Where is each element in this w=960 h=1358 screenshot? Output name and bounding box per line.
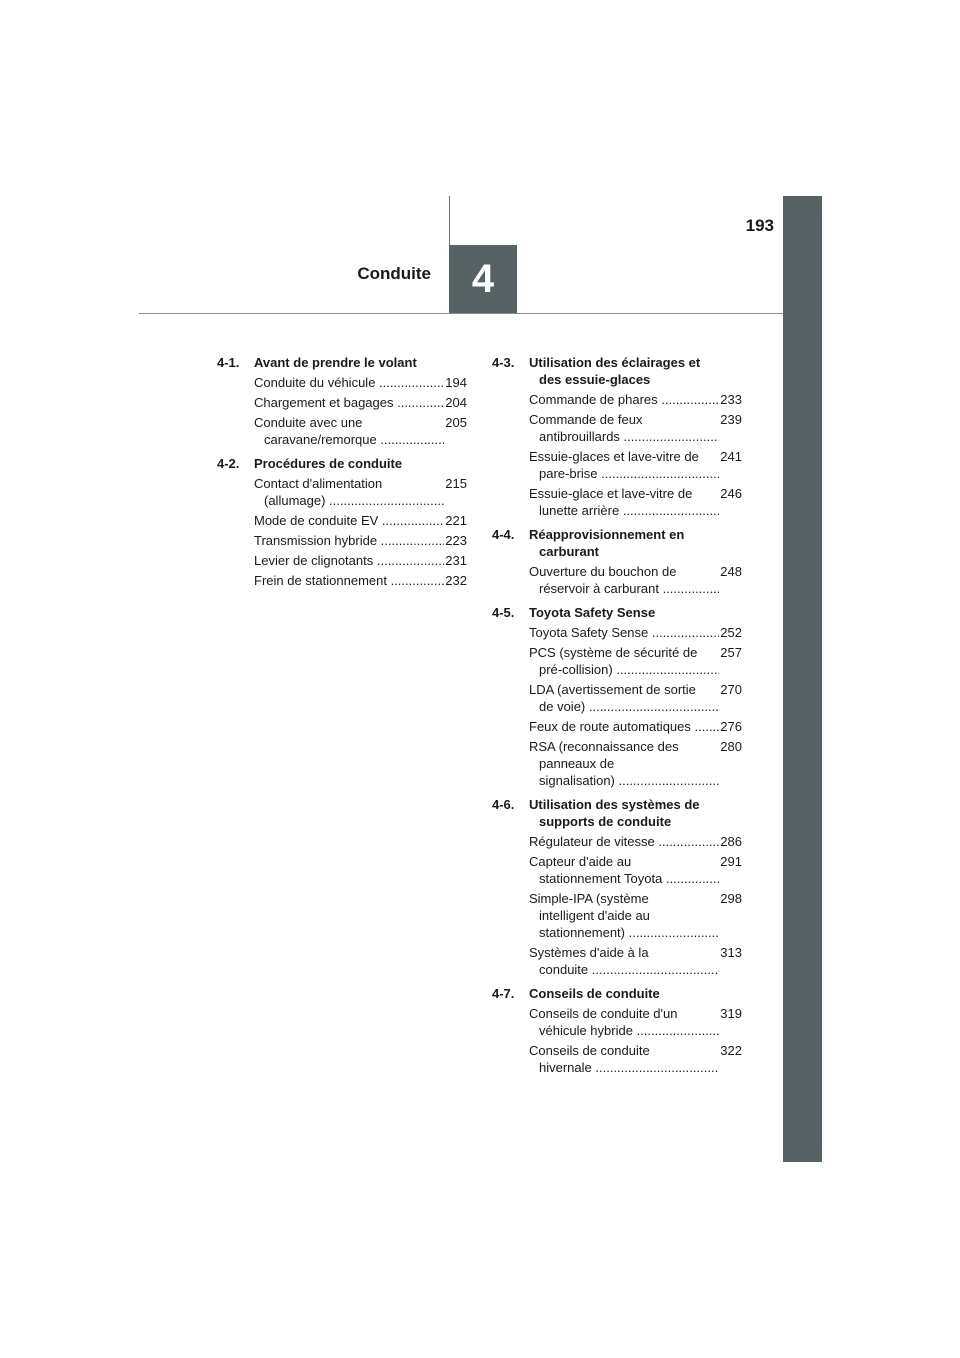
entry-title-line: Capteur d'aide au [529, 854, 632, 869]
entry-page-number[interactable]: 270 [720, 682, 742, 697]
toc-entry[interactable] [529, 411, 742, 445]
section-title-line: Utilisation des systèmes de [529, 797, 700, 812]
entry-title-line: Régulateur de vitesse ..... [539, 833, 719, 850]
toc-entry[interactable] [529, 833, 742, 850]
entry-title-line: hivernale ..... [539, 1059, 719, 1076]
entry-page-number[interactable]: 223 [445, 533, 467, 548]
entry-page-number[interactable]: 205 [445, 415, 467, 430]
entry-title-line: pare-brise ..... [539, 465, 719, 482]
chapter-title: Conduite [357, 264, 431, 283]
entry-title[interactable] [254, 532, 444, 549]
toc-entry[interactable] [529, 944, 742, 978]
entry-page-number[interactable]: 322 [720, 1043, 742, 1058]
section-title-line: des essuie-glaces [539, 372, 651, 387]
entry-page-number[interactable]: 280 [720, 739, 742, 754]
entry-title[interactable] [529, 853, 719, 887]
page-number: 193 [745, 216, 774, 235]
toc-entry[interactable] [529, 738, 742, 789]
entry-page-number[interactable]: 291 [720, 854, 742, 869]
toc-entry[interactable] [529, 391, 742, 408]
entry-title-line: panneaux de [539, 756, 615, 771]
entry-title-line: Frein de stationnement ..... [264, 572, 444, 589]
section-number: 4-6. [492, 797, 515, 812]
entry-title-line: intelligent d'aide au [539, 908, 650, 923]
toc-section [492, 354, 742, 519]
entry-page-number[interactable]: 252 [720, 625, 742, 640]
entry-title-line: Conseils de conduite d'un [529, 1006, 678, 1021]
entry-title[interactable] [254, 475, 444, 509]
toc-entry[interactable] [254, 512, 467, 529]
entry-title[interactable] [254, 414, 444, 448]
entry-title-line: Simple-IPA (système [529, 891, 649, 906]
entry-title-line: Essuie-glace et lave-vitre de [529, 486, 693, 501]
toc-entry[interactable] [529, 681, 742, 715]
entry-title[interactable] [529, 738, 719, 789]
entry-title-line: stationnement Toyota ..... [539, 870, 719, 887]
entry-title-line: lunette arrière ..... [539, 502, 719, 519]
entry-title[interactable] [529, 1042, 719, 1076]
toc-entry[interactable] [254, 394, 467, 411]
toc-entry[interactable] [529, 644, 742, 678]
section-title [529, 526, 742, 560]
toc-column-right [492, 354, 742, 1083]
entry-page-number[interactable]: 239 [720, 412, 742, 427]
section-heading [492, 526, 742, 560]
entry-title-line: de voie) ..... [539, 698, 719, 715]
toc-entry[interactable] [254, 552, 467, 569]
entry-title[interactable] [254, 512, 444, 529]
entry-title-line: Transmission hybride ..... [264, 532, 444, 549]
toc-entry[interactable] [254, 572, 467, 589]
section-number: 4-5. [492, 605, 515, 620]
section-title [254, 455, 467, 472]
toc-entry[interactable] [254, 414, 467, 448]
entry-title-line: Levier de clignotants ..... [264, 552, 444, 569]
entry-title[interactable] [529, 890, 719, 941]
entry-title-line: Systèmes d'aide à la [529, 945, 649, 960]
entry-page-number[interactable]: 276 [720, 719, 742, 734]
section-title-line: Conseils de conduite [529, 986, 660, 1001]
entry-title[interactable] [254, 572, 444, 589]
section-title [529, 985, 742, 1002]
section-title-line: Procédures de conduite [254, 456, 403, 471]
section-number: 4-7. [492, 986, 515, 1001]
toc-entry[interactable] [529, 563, 742, 597]
entry-title-line: Conduite du véhicule ..... [264, 374, 444, 391]
entry-title[interactable] [254, 374, 444, 391]
entry-title[interactable] [529, 485, 719, 519]
toc-section [492, 604, 742, 789]
entry-title[interactable] [529, 718, 719, 735]
section-heading [492, 796, 742, 830]
section-number: 4-2. [217, 456, 240, 471]
section-number: 4-4. [492, 527, 515, 542]
chapter-number-tab [449, 245, 517, 313]
entry-title-line: Chargement et bagages ..... [264, 394, 444, 411]
entry-page-number[interactable]: 286 [720, 834, 742, 849]
entry-title-line: Ouverture du bouchon de [529, 564, 677, 579]
entry-title[interactable] [529, 448, 719, 482]
entry-title-line: Mode de conduite EV ..... [264, 512, 444, 529]
toc-entry[interactable] [254, 532, 467, 549]
entry-page-number[interactable]: 319 [720, 1006, 742, 1021]
toc-entry[interactable] [254, 374, 467, 391]
section-title-line: Avant de prendre le volant [254, 355, 417, 370]
entry-title[interactable] [529, 644, 719, 678]
section-title-line: Toyota Safety Sense [529, 605, 656, 620]
entry-page-number[interactable]: 215 [445, 476, 467, 491]
section-heading [217, 455, 467, 472]
toc-entry[interactable] [529, 1042, 742, 1076]
entry-page-number[interactable]: 204 [445, 395, 467, 410]
entry-title[interactable] [529, 944, 719, 978]
entry-page-number[interactable]: 194 [445, 375, 467, 390]
entry-page-number[interactable]: 246 [720, 486, 742, 501]
entry-page-number[interactable]: 233 [720, 392, 742, 407]
entry-title[interactable] [529, 1005, 719, 1039]
entry-title[interactable] [529, 391, 719, 408]
entry-title-line: Essuie-glaces et lave-vitre de [529, 449, 699, 464]
chapter-side-bar [783, 196, 822, 1162]
header-divider-vertical [449, 196, 450, 245]
toc-entry[interactable] [529, 448, 742, 482]
section-number: 4-3. [492, 355, 515, 370]
section-heading [492, 354, 742, 388]
entry-title-line: Conseils de conduite [529, 1043, 650, 1058]
section-title-line: supports de conduite [539, 814, 672, 829]
entry-title-line: véhicule hybride ..... [539, 1022, 719, 1039]
entry-title-line: Contact d'alimentation [254, 476, 383, 491]
entry-title[interactable] [529, 681, 719, 715]
entry-title[interactable] [254, 552, 444, 569]
entry-page-number[interactable]: 313 [720, 945, 742, 960]
toc-section [217, 455, 467, 589]
entry-title-line: réservoir à carburant ..... [539, 580, 719, 597]
section-title [254, 354, 467, 371]
section-title-line: carburant [539, 544, 599, 559]
entry-page-number[interactable]: 248 [720, 564, 742, 579]
entry-title-line: Commande de feux [529, 412, 643, 427]
toc-section [492, 796, 742, 978]
entry-title-line: signalisation) ..... [539, 772, 719, 789]
header-divider-horizontal [139, 313, 783, 314]
toc-section [217, 354, 467, 448]
section-title [529, 354, 742, 388]
section-title [529, 604, 742, 621]
entry-title[interactable] [529, 411, 719, 445]
entry-title-line: PCS (système de sécurité de [529, 645, 698, 660]
section-heading [492, 604, 742, 621]
toc-section [492, 985, 742, 1076]
toc-column-left [217, 354, 467, 596]
entry-page-number[interactable]: 298 [720, 891, 742, 906]
toc-entry[interactable] [254, 475, 467, 509]
section-title-line: Réapprovisionnement en [529, 527, 685, 542]
entry-page-number[interactable]: 257 [720, 645, 742, 660]
entry-title-line: caravane/remorque ..... [264, 431, 444, 448]
entry-title-line: Conduite avec une [254, 415, 363, 430]
entry-title[interactable] [529, 563, 719, 597]
section-title [529, 796, 742, 830]
entry-title[interactable] [254, 394, 444, 411]
entry-title[interactable] [529, 624, 719, 641]
entry-page-number[interactable]: 231 [445, 553, 467, 568]
entry-page-number[interactable]: 241 [720, 449, 742, 464]
entry-title-line: LDA (avertissement de sortie [529, 682, 696, 697]
entry-title-line: stationnement) ..... [539, 924, 719, 941]
entry-title-line: antibrouillards ..... [539, 428, 719, 445]
entry-title-line: (allumage) ..... [264, 492, 444, 509]
entry-title-line: Feux de route automatiques ..... [539, 718, 719, 735]
entry-page-number[interactable]: 221 [445, 513, 467, 528]
toc-entry[interactable] [529, 1005, 742, 1039]
section-number: 4-1. [217, 355, 240, 370]
toc-entry[interactable] [529, 853, 742, 887]
toc-section [492, 526, 742, 597]
chapter-number: 4 [471, 256, 495, 301]
toc-entry[interactable] [529, 718, 742, 735]
section-title-line: Utilisation des éclairages et [529, 355, 701, 370]
toc-entry[interactable] [529, 624, 742, 641]
entry-title-line: conduite ..... [539, 961, 719, 978]
entry-title-line: Commande de phares ..... [539, 391, 719, 408]
entry-title-line: pré-collision) ..... [539, 661, 719, 678]
entry-title-line: RSA (reconnaissance des [529, 739, 679, 754]
toc-entry[interactable] [529, 485, 742, 519]
entry-page-number[interactable]: 232 [445, 573, 467, 588]
toc-entry[interactable] [529, 890, 742, 941]
section-heading [217, 354, 467, 371]
entry-title-line: Toyota Safety Sense ..... [539, 624, 719, 641]
section-heading [492, 985, 742, 1002]
entry-title[interactable] [529, 833, 719, 850]
